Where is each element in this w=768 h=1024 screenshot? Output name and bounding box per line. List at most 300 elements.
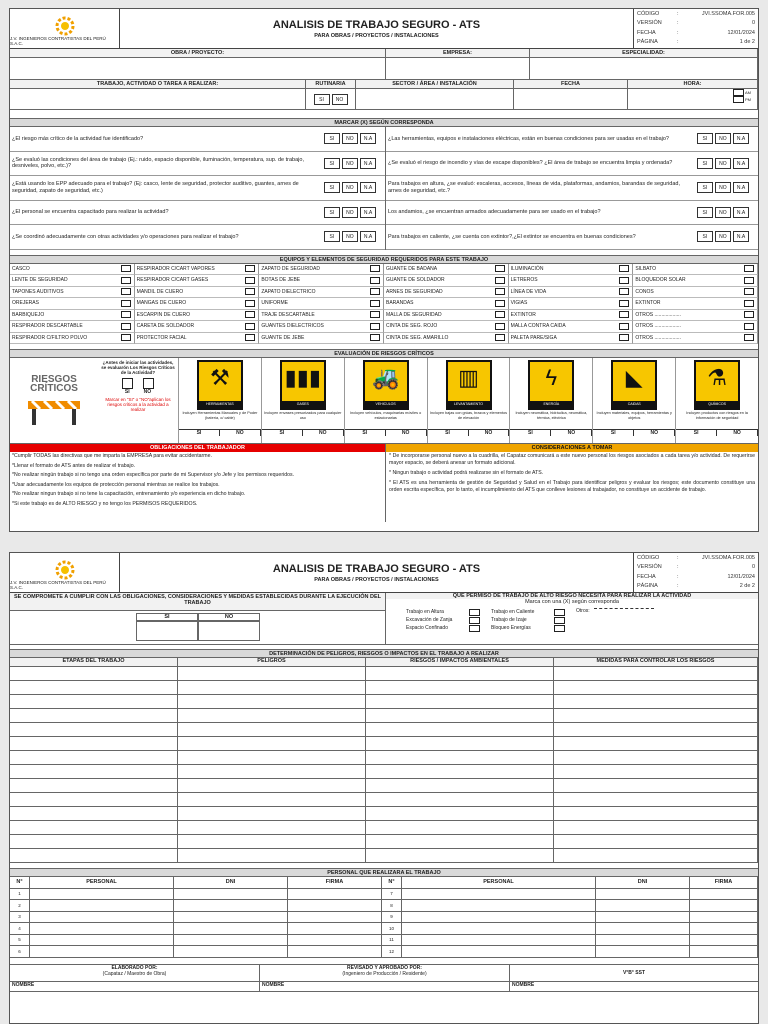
permiso-option: [491, 624, 566, 632]
riesgo-no[interactable]: NO: [303, 430, 344, 436]
question-left-2-answers: [315, 176, 385, 200]
table-row: [10, 900, 758, 912]
table-cell[interactable]: [554, 779, 758, 792]
permiso-option: [491, 616, 566, 624]
question-right-2-no[interactable]: NO: [715, 182, 731, 193]
equipo-label: OTROS ...................: [635, 311, 681, 318]
hora-label: HORA:: [628, 80, 758, 89]
table-cell[interactable]: [10, 779, 178, 792]
table-cell[interactable]: [366, 681, 554, 694]
question-text: ¿Las herramientas, equipos e instalaciones eléctricas, están en buenas condiciones para ser usadas en el trabajo?: [388, 135, 669, 142]
question-left-2-na[interactable]: N.A: [360, 182, 376, 193]
equipo-label: PROTECTOR FACIAL: [136, 334, 187, 341]
table-cell[interactable]: [178, 793, 366, 806]
equipo-checkbox[interactable]: [744, 334, 754, 341]
equipo-checkbox[interactable]: [245, 300, 255, 307]
question-right-3-si[interactable]: SI: [697, 207, 713, 218]
table-cell[interactable]: [366, 821, 554, 834]
table-cell[interactable]: [690, 946, 758, 957]
table-cell[interactable]: [178, 835, 366, 848]
question-left-1-no[interactable]: NO: [342, 158, 358, 169]
sector-field[interactable]: [356, 89, 514, 110]
equipo-checkbox[interactable]: [370, 300, 380, 307]
permiso-checkbox[interactable]: [469, 617, 480, 624]
consideracion-item: * El ATS es una herramienta de gestión de Seguridad y Salud en el Trabajo para identificar peligros y evaluar los riesgos; este documento constituye una orden escrita específica, por lo tanto, el incumplimiento del ATS que conlleve lesiones al trabajador, no constituye un accidente de trabajo.: [389, 480, 755, 493]
riesgo-no[interactable]: NO: [634, 430, 675, 436]
equipo-checkbox[interactable]: [370, 334, 380, 341]
question-left-1-si[interactable]: SI: [324, 158, 340, 169]
rutinaria-label: RUTINARIA: [306, 80, 356, 89]
table-cell[interactable]: [174, 900, 288, 911]
equipo-label: RESPIRADOR C/CART GASES: [136, 277, 209, 284]
form-header: [10, 9, 758, 49]
permiso-checkbox[interactable]: [469, 609, 480, 616]
table-cell[interactable]: [596, 935, 690, 946]
table-cell[interactable]: [366, 807, 554, 820]
question-left-4-na[interactable]: N.A: [360, 231, 376, 242]
table-cell[interactable]: [366, 793, 554, 806]
equipo-checkbox[interactable]: [744, 277, 754, 284]
consideraciones: CONSIDERACIONES A TOMAR * De incorporarse personal nuevo a la cuadrilla, el Capataz comunicará a este nuevo personal los riesgos asociados a cada tarea y/o actividad. De requerirse mayor espacio, se deberá anexar un formato adicional. * Ningun trabajo o actividad podrá realizarse sin el formato de ATS. * El ATS es una herramienta de gestión de Seguridad y Salud en el Trabajo para identificar peligros y evaluar los riesgos; este documento constituye una orden escrita específica, por lo tanto, el incumplimiento del ATS que conlleve lesiones al trabajador, no constituye un accidente de trabajo.: [386, 444, 758, 522]
table-cell[interactable]: [288, 912, 382, 923]
equipo-item: [259, 264, 384, 276]
equipo-checkbox[interactable]: [370, 265, 380, 272]
table-cell[interactable]: [174, 923, 288, 934]
riesgo-si[interactable]: SI: [593, 430, 634, 436]
compromiso-section: SE COMPROMETE A CUMPLIR CON LAS OBLIGACIONES, CONSIDERACIONES Y MEDIDAS ESTABLECIDAS DURANTE LA EJECUCIÓN DEL TRABAJO SI NO: [10, 593, 386, 644]
equipo-item: [10, 298, 135, 310]
equipo-label: SILBATO: [635, 265, 656, 272]
table-cell[interactable]: [366, 779, 554, 792]
table-cell[interactable]: [402, 946, 596, 957]
pm-checkbox[interactable]: [733, 96, 744, 103]
table-cell[interactable]: [178, 695, 366, 708]
table-cell[interactable]: [366, 751, 554, 764]
equipo-checkbox[interactable]: [744, 265, 754, 272]
equipo-checkbox[interactable]: [619, 277, 629, 284]
table-row: [10, 667, 758, 681]
question-right-1-no[interactable]: NO: [715, 158, 731, 169]
document-meta: CÓDIGO : JVI.SSOMA.FOR.005 VERSIÓN : 0 FECHA : 12/01/2024 PÁGINA : 1 de 2: [637, 10, 755, 46]
riesgo-card: [261, 358, 344, 443]
question-right-0-no[interactable]: NO: [715, 133, 731, 144]
question-left-4-si[interactable]: SI: [324, 231, 340, 242]
question-text: ¿El personal se encuentra capacitado para realizar la actividad?: [12, 209, 169, 215]
question-row: [386, 201, 758, 226]
table-cell[interactable]: [366, 695, 554, 708]
question-row: [386, 152, 758, 177]
riesgo-no[interactable]: NO: [386, 430, 427, 436]
table-row: [10, 737, 758, 751]
question-row: [10, 176, 385, 201]
equipo-checkbox[interactable]: [370, 288, 380, 295]
table-cell[interactable]: [402, 935, 596, 946]
rutinaria-no[interactable]: NO: [332, 94, 348, 105]
column-header: MEDIDAS PARA CONTROLAR LOS RIESGOS: [554, 658, 758, 666]
checklist: [10, 127, 758, 250]
table-cell[interactable]: [554, 765, 758, 778]
table-cell[interactable]: [30, 889, 174, 900]
question-text: ¿Se evaluó las condiciones del área de trabajo (Ej.: ruido, espacio disponible, iluminación, temperatura, sup. de trabajo, desniveles, polvo, etc.)?: [12, 156, 304, 170]
table-cell[interactable]: [554, 681, 758, 694]
equipo-item: [10, 275, 135, 287]
table-cell[interactable]: [554, 751, 758, 764]
table-row: [10, 681, 758, 695]
question-left-1-na[interactable]: N.A: [360, 158, 376, 169]
riesgo-si[interactable]: SI: [510, 430, 551, 436]
question-left-4-no[interactable]: NO: [342, 231, 358, 242]
permiso-checkbox[interactable]: [469, 625, 480, 632]
permiso-section: QUE PERMISO DE TRABAJO DE ALTO RIESGO NECESITA PARA REALIZAR LA ACTIVIDAD Marca con una (X) según corresponda Trabajo en Altura Excavación de Zanja Espacio Confinado Trabajo en Caliente Trabajo de Izaje Bloqueo Energías Otros:: [386, 593, 758, 644]
permiso-checkbox[interactable]: [554, 625, 565, 632]
riesgo-si-no: [510, 429, 592, 436]
equipo-item: [135, 321, 260, 333]
table-cell[interactable]: [178, 667, 366, 680]
equipo-label: CONOS: [635, 288, 654, 295]
equipo-checkbox[interactable]: [245, 277, 255, 284]
riesgo-no[interactable]: NO: [469, 430, 510, 436]
table-cell[interactable]: [690, 923, 758, 934]
table-cell[interactable]: [10, 821, 178, 834]
table-cell[interactable]: [174, 912, 288, 923]
riesgo-si[interactable]: SI: [262, 430, 303, 436]
equipo-item: [259, 321, 384, 333]
equipo-label: BARBIQUEJO: [12, 311, 45, 318]
riesgo-caidas-icon: ◣ CAIDAS: [611, 360, 657, 410]
equipo-checkbox[interactable]: [245, 288, 255, 295]
equipo-checkbox[interactable]: [495, 277, 505, 284]
table-cell[interactable]: [30, 935, 174, 946]
equipo-checkbox[interactable]: [619, 311, 629, 318]
table-cell[interactable]: [554, 737, 758, 750]
equipo-checkbox[interactable]: [495, 323, 505, 330]
riesgo-card: [178, 358, 261, 443]
question-right-1-answers: [688, 152, 758, 176]
riesgo-si[interactable]: SI: [179, 430, 220, 436]
table-cell[interactable]: [690, 889, 758, 900]
company-logo: [10, 9, 120, 48]
riesgo-si-no: [262, 429, 344, 436]
table-row: [10, 912, 758, 924]
table-cell[interactable]: [10, 681, 178, 694]
table-row: [10, 709, 758, 723]
riesgo-energía-icon: ϟ ENERGÍA: [528, 360, 574, 410]
table-cell[interactable]: [10, 765, 178, 778]
equipo-checkbox[interactable]: [495, 265, 505, 272]
company-logo: J.V. INGENIEROS CONTRATISTAS DEL PERÚ S.A.C.: [10, 553, 120, 592]
compromiso-no[interactable]: [198, 621, 260, 641]
riesgo-no[interactable]: NO: [551, 430, 592, 436]
table-cell[interactable]: [596, 946, 690, 957]
table-cell[interactable]: [288, 946, 382, 957]
personal-table: [10, 889, 758, 958]
riesgo-no[interactable]: NO: [717, 430, 758, 436]
equipo-checkbox[interactable]: [245, 323, 255, 330]
table-cell[interactable]: [366, 835, 554, 848]
equipo-label: EXTINTOR: [510, 311, 536, 318]
table-cell[interactable]: [690, 935, 758, 946]
equipo-item: [633, 264, 758, 276]
table-cell[interactable]: [10, 737, 178, 750]
riesgo-si[interactable]: SI: [428, 430, 469, 436]
am-checkbox[interactable]: [733, 89, 744, 96]
riesgo-card: [427, 358, 510, 443]
table-cell[interactable]: [288, 900, 382, 911]
question-right-1-si[interactable]: SI: [697, 158, 713, 169]
gear-logo-icon: [55, 16, 75, 36]
table-cell[interactable]: [10, 849, 178, 862]
form-title: ANALISIS DE TRABAJO SEGURO - ATS: [272, 18, 481, 31]
question-left-3-si[interactable]: SI: [324, 207, 340, 218]
table-cell[interactable]: [174, 946, 288, 957]
table-cell[interactable]: [178, 723, 366, 736]
equipo-item: [384, 264, 509, 276]
equipo-checkbox[interactable]: [370, 277, 380, 284]
table-cell[interactable]: [596, 923, 690, 934]
question-left-0-no[interactable]: NO: [342, 133, 358, 144]
riesgo-description: Incluyen envases presurizados para cualquier uso: [264, 411, 342, 420]
question-row: [386, 127, 758, 152]
equipo-item: [384, 333, 509, 345]
equipo-checkbox[interactable]: [121, 334, 131, 341]
equipo-checkbox[interactable]: [245, 311, 255, 318]
equipo-checkbox[interactable]: [744, 311, 754, 318]
table-cell[interactable]: [596, 912, 690, 923]
equipo-checkbox[interactable]: [495, 288, 505, 295]
empresa-field[interactable]: [386, 58, 530, 80]
equipo-label: EXTINTOR: [635, 300, 661, 307]
table-cell[interactable]: [554, 793, 758, 806]
equipo-item: [10, 310, 135, 322]
question-left-0-si[interactable]: SI: [324, 133, 340, 144]
page-1: J.V. INGENIEROS CONTRATISTAS DEL PERÚ S.A.C. ANALISIS DE TRABAJO SEGURO - ATS PARA OBRAS / PROYECTOS / INSTALACIONES CÓDIGO : JVI.SSOMA.FOR.005 VERSIÓN : 0 FECHA : 12/01/2024 PÁGINA : 1 de 2 OBRA / PROYECTO: EMPRESA: ESPECIALIDAD: TRABAJO, ACTIVIDAD O TAREA A REALIZAR: RUTINARIA SECTOR / ÁREA / INSTALACIÓN FECHA HORA: SI NO AM PM MARCAR (X) SEGÚN CORRESPONDA ¿El riesgo más crítico de la actividad fue identificado? SI NO N.A ¿Se evaluó las condiciones del área de trabajo (Ej.: ruido, espacio disponible, iluminación, temperatura, sup. de trabajo, desniveles, polvo, etc.)? SI NO N.A ¿Está usando los EPP adecuado para el trabajo? (Ej: casco, lente de seguridad, protector auditivo, guantes, arnes de seguridad, zapato de seguridad, etc.) SI NO N.A ¿El personal se encuentra capacitado para realizar la actividad? SI NO N.A ¿Se coordinó adecuadamente con otras actividades y/o operaciones para realizar el trabajo? SI NO N.A ¿Las herramientas, equipos e instalaciones eléctricas, están en buenas condiciones para ser usadas en el trabajo? SI NO N.A ¿Se evaluó el riesgo de incendio y vías de escape disponibles? ¿El área de trabajo se encuentra limpia y ordenada? SI NO N.A Para trabajos en altura, ¿se evaluó: escaleras, accesos, líneas de vida, plataformas, andamios, barandas de seguridad, arnes de seguridad, etc.? SI NO N.A Los andamios, ¿se encuentran armados adecuadamente para ser usado en el trabajo? SI NO N.A Para trabajos en caliente, ¿se cuenta con extintor?,¿El extintor se encuentra en buenas condiciones? SI NO N.A EQUIPOS Y ELEMENTOS DE SEGURIDAD REQUERIDOS PARA ESTE TRABAJO CASCO RESPIRADOR C/CART VAPORES ZAPATO DE SEGURIDAD GUANTE DE BADANA ILUMINACIÓN SILBATO LENTE DE SEGURIDAD RESPIRADOR C/CART GASES BOTAS DE JEBE GUANTE DE SOLDADOR LETREROS BLOQUEDOR SOLAR TAPONES AUDITIVOS MANDIL DE CUERO ZAPATO DIELECTRICO ARNES DE SEGURIDAD LÍNEA DE VIDA CONOS OREJERAS MANGAS DE CUERO UNIFORME BARANDAS VIGIAS EXTINTOR BARBIQUEJO ESCARPIN DE CUERO TRAJE DESCARTABLE MALLA DE SEGURIDAD EXTINTOR OTROS ................... RESPIRADOR DESCARTABLE CARETA DE SOLDADOR GUANTES DIELECTRICOS CINTA DE SEG. ROJO MALLA CONTRA CAIDA OTROS ................... RESPIRADOR C/FILTRO POLVO PROTECTOR FACIAL GUANTE DE JEBE CINTA DE SEG. AMARILLO PALETA PARE/SIGA OTROS ................... EVALUACIÓN DE RIESGOS CRÍTICOS RIESGOS CRÍTICOS ¿Antes de iniciar las actividades, se evaluarón Los Riesgos Críticos de la Actividad? SI NO Marcar en "SI" o "NO"aplican los riesgos críticos a la actividad a realizar ⚒ HERRAMIENTAS Incluyen Herramientas Manuales y de Poder (batería, o/ cable) SI NO ▮▮▮ GASES Incluyen envases presurizados para cualquier uso SI NO 🚜 VEHICULOS Incluyen vehículos, maquinarias móviles o estacionarias SI NO ▥ LEVANTAMIENTO Incluyen bajas con grúas, brazos y elementos de elevación SI NO ϟ ENERGÍA Incluyen neumática, hidráulica, neumática, térmica, eléctrica SI NO ◣ CAIDAS Incluyen materiales, equipos, herramientas y objetos SI NO ⚗ QUÍMICOS Incluyen productos con riesgos en la información de seguridad SI NO OBLIGACIONES DEL TRABAJADOR *Cumplir TODAS las directivas que me imparta la EMPRESA para evitar accidentarme. *Llenar el formato de ATS antes de realizar el trabajo. *No realizar ningún trabajo si no tengo una orden específica por parte de mi Supervisor y/o Jefe y los permisos requeridos. *Usar adecuadamente los equipos de protección personal mientras se realice los trabajos. *No realizar ningun trabajo si no tene la capacitación, entrenamiento y/o experiencia en dicho trabajo. *Si este trabajo es de ALTO RIESGO y no tengo los PERMISOS REQUERIDOS. CONSIDERACIONES A TOMAR * De incorporarse personal nuevo a la cuadrilla, el Capataz comunicará a este nuevo personal los riesgos asociados a cada tarea y/o actividad. De requerirse mayor espacio, se deberá anexar un formato adicional. * Ningun trabajo o actividad podrá realizarse sin el formato de ATS. * El ATS es una herramienta de gestión de Seguridad y Salud en el Trabajo para identificar peligros y evaluar los riesgos; este documento constituye una orden escrita específica, por lo tanto, el incumplimiento del ATS que conlleve lesiones al trabajador, no constituye un accidente de trabajo.: [9, 8, 759, 532]
table-cell[interactable]: [30, 946, 174, 957]
table-cell[interactable]: [10, 695, 178, 708]
question-left-3-answers: [315, 201, 385, 225]
question-right-3-na[interactable]: N.A: [733, 207, 749, 218]
table-cell[interactable]: [174, 935, 288, 946]
table-cell[interactable]: [174, 889, 288, 900]
riesgo-si[interactable]: SI: [345, 430, 386, 436]
table-cell[interactable]: [366, 765, 554, 778]
equipo-checkbox[interactable]: [744, 323, 754, 330]
equipo-label: MALLA CONTRA CAIDA: [510, 323, 566, 330]
table-cell[interactable]: [10, 723, 178, 736]
table-cell[interactable]: [554, 723, 758, 736]
row-number: 4: [10, 923, 30, 934]
row-number: 7: [382, 889, 402, 900]
page-number: 1 de 2: [739, 39, 755, 46]
question-right-2-answers: [688, 176, 758, 200]
equipo-checkbox[interactable]: [619, 288, 629, 295]
table-cell[interactable]: [288, 923, 382, 934]
table-cell[interactable]: [366, 723, 554, 736]
especialidad-field[interactable]: [530, 58, 758, 80]
table-cell[interactable]: [10, 793, 178, 806]
question-row: [10, 152, 385, 177]
equipo-checkbox[interactable]: [370, 323, 380, 330]
question-left-3-no[interactable]: NO: [342, 207, 358, 218]
question-right-0-si[interactable]: SI: [697, 133, 713, 144]
table-cell[interactable]: [402, 900, 596, 911]
equipo-checkbox[interactable]: [495, 334, 505, 341]
page-number: 2 de 2: [739, 583, 755, 590]
equipo-label: ZAPATO DE SEGURIDAD: [261, 265, 320, 272]
equipo-item: [10, 287, 135, 299]
table-cell[interactable]: [366, 849, 554, 862]
equipos-heading: EQUIPOS Y ELEMENTOS DE SEGURIDAD REQUERIDOS PARA ESTE TRABAJO: [10, 255, 758, 264]
column-header: DNI: [596, 877, 690, 888]
permiso-checkbox[interactable]: [554, 617, 565, 624]
table-cell[interactable]: [596, 889, 690, 900]
table-cell[interactable]: [178, 751, 366, 764]
riesgos-no-checkbox[interactable]: [143, 378, 154, 389]
equipo-item: [509, 264, 634, 276]
equipo-label: CINTA DE SEG. AMARILLO: [385, 334, 449, 341]
equipo-label: RESPIRADOR C/FILTRO POLVO: [12, 334, 88, 341]
table-cell[interactable]: [178, 849, 366, 862]
equipo-checkbox[interactable]: [121, 265, 131, 272]
table-cell[interactable]: [30, 900, 174, 911]
trabajo-field[interactable]: [10, 89, 306, 110]
equipo-checkbox[interactable]: [619, 265, 629, 272]
table-row: [10, 889, 758, 901]
question-left-2-si[interactable]: SI: [324, 182, 340, 193]
table-cell[interactable]: [30, 923, 174, 934]
table-cell[interactable]: [10, 751, 178, 764]
fecha-field[interactable]: [514, 89, 628, 110]
column-header: PERSONAL: [30, 877, 174, 888]
equipo-checkbox[interactable]: [744, 288, 754, 295]
equipo-label: CINTA DE SEG. ROJO: [385, 323, 438, 330]
question-right-3-no[interactable]: NO: [715, 207, 731, 218]
table-cell[interactable]: [10, 667, 178, 680]
question-left-0-na[interactable]: N.A: [360, 133, 376, 144]
rutinaria-si[interactable]: SI: [314, 94, 330, 105]
riesgo-si-no: [179, 429, 261, 436]
table-cell[interactable]: [554, 821, 758, 834]
especialidad-label: ESPECIALIDAD:: [530, 49, 758, 58]
table-cell[interactable]: [596, 900, 690, 911]
question-right-4-si[interactable]: SI: [697, 231, 713, 242]
equipo-checkbox[interactable]: [121, 311, 131, 318]
table-cell[interactable]: [366, 667, 554, 680]
equipo-item: [633, 298, 758, 310]
table-cell[interactable]: [554, 849, 758, 862]
table-cell[interactable]: [402, 889, 596, 900]
table-cell[interactable]: [690, 912, 758, 923]
equipo-label: LÍNEA DE VIDA: [510, 288, 547, 295]
table-cell[interactable]: [402, 923, 596, 934]
table-cell[interactable]: [10, 709, 178, 722]
equipo-checkbox[interactable]: [121, 300, 131, 307]
column-header: PELIGROS: [178, 658, 366, 666]
question-right-1-na[interactable]: N.A: [733, 158, 749, 169]
table-cell[interactable]: [554, 709, 758, 722]
table-cell[interactable]: [690, 900, 758, 911]
gear-logo-icon: [55, 560, 75, 580]
question-left-2-no[interactable]: NO: [342, 182, 358, 193]
equipo-checkbox[interactable]: [121, 277, 131, 284]
table-row: [10, 849, 758, 863]
equipo-checkbox[interactable]: [121, 323, 131, 330]
table-cell[interactable]: [554, 835, 758, 848]
equipo-checkbox[interactable]: [495, 300, 505, 307]
table-cell[interactable]: [178, 681, 366, 694]
table-cell[interactable]: [178, 737, 366, 750]
riesgo-si[interactable]: SI: [676, 430, 717, 436]
table-cell[interactable]: [288, 935, 382, 946]
table-cell[interactable]: [554, 807, 758, 820]
row-number: 5: [10, 935, 30, 946]
equipo-label: MANGAS DE CUERO: [136, 300, 187, 307]
personal-heading: PERSONAL QUE REALIZARA EL TRABAJO: [10, 868, 758, 877]
table-cell[interactable]: [10, 835, 178, 848]
equipo-checkbox[interactable]: [121, 288, 131, 295]
compromiso-si[interactable]: [136, 621, 198, 641]
table-cell[interactable]: [366, 737, 554, 750]
equipo-checkbox[interactable]: [245, 265, 255, 272]
table-cell[interactable]: [10, 807, 178, 820]
column-header: RIESGOS / IMPACTOS AMBIENTALES: [366, 658, 554, 666]
table-cell[interactable]: [402, 912, 596, 923]
question-left-3-na[interactable]: N.A: [360, 207, 376, 218]
equipo-checkbox[interactable]: [619, 334, 629, 341]
equipo-label: LETREROS: [510, 277, 538, 284]
equipo-label: OTROS ...................: [635, 323, 681, 330]
table-cell[interactable]: [178, 821, 366, 834]
riesgo-no[interactable]: NO: [220, 430, 261, 436]
question-right-2-si[interactable]: SI: [697, 182, 713, 193]
equipo-checkbox[interactable]: [495, 311, 505, 318]
question-row: [10, 201, 385, 226]
question-right-4-no[interactable]: NO: [715, 231, 731, 242]
permiso-checkbox[interactable]: [554, 609, 565, 616]
equipo-item: [384, 310, 509, 322]
table-cell[interactable]: [554, 667, 758, 680]
equipo-item: [10, 333, 135, 345]
table-cell[interactable]: [178, 807, 366, 820]
question-right-0-na[interactable]: N.A: [733, 133, 749, 144]
table-cell[interactable]: [178, 765, 366, 778]
equipo-item: [509, 287, 634, 299]
question-right-4-na[interactable]: N.A: [733, 231, 749, 242]
table-cell[interactable]: [178, 779, 366, 792]
equipo-item: [633, 275, 758, 287]
consideracion-item: * De incorporarse personal nuevo a la cuadrilla, el Capataz comunicará a este nuevo personal los riesgos asociados a cada tarea y/o actividad. De requerirse mayor espacio, se deberá anexar un formato adicional.: [389, 453, 755, 466]
equipo-checkbox[interactable]: [370, 311, 380, 318]
equipo-checkbox[interactable]: [744, 300, 754, 307]
equipo-checkbox[interactable]: [619, 323, 629, 330]
table-cell[interactable]: [366, 709, 554, 722]
obligaciones: OBLIGACIONES DEL TRABAJADOR *Cumplir TODAS las directivas que me imparta la EMPRESA para evitar accidentarme. *Llenar el formato de ATS antes de realizar el trabajo. *No realizar ningún trabajo si no tengo una orden específica por parte de mi Supervisor y/o Jefe y los permisos requeridos. *Usar adecuadamente los equipos de protección personal mientras se realice los trabajos. *No realizar ningun trabajo si no tene la capacitación, entrenamiento y/o experiencia en dicho trabajo. *Si este trabajo es de ALTO RIESGO y no tengo los PERMISOS REQUERIDOS.: [10, 444, 386, 522]
equipo-label: ESCARPIN DE CUERO: [136, 311, 190, 318]
riesgo-description: Incluyen neumática, hidráulica, neumática, térmica, eléctrica: [515, 411, 588, 420]
table-cell[interactable]: [30, 912, 174, 923]
question-left-0-answers: [315, 127, 385, 151]
equipo-checkbox[interactable]: [619, 300, 629, 307]
table-cell[interactable]: [554, 695, 758, 708]
equipo-checkbox[interactable]: [245, 334, 255, 341]
riesgos-si-checkbox[interactable]: [122, 378, 133, 389]
permiso-label: Bloqueo Energías: [491, 625, 531, 631]
riesgo-si-no: [345, 429, 427, 436]
table-cell[interactable]: [178, 709, 366, 722]
table-cell[interactable]: [288, 889, 382, 900]
obra-field[interactable]: [10, 58, 386, 80]
equipo-item: [509, 321, 634, 333]
question-right-2-na[interactable]: N.A: [733, 182, 749, 193]
